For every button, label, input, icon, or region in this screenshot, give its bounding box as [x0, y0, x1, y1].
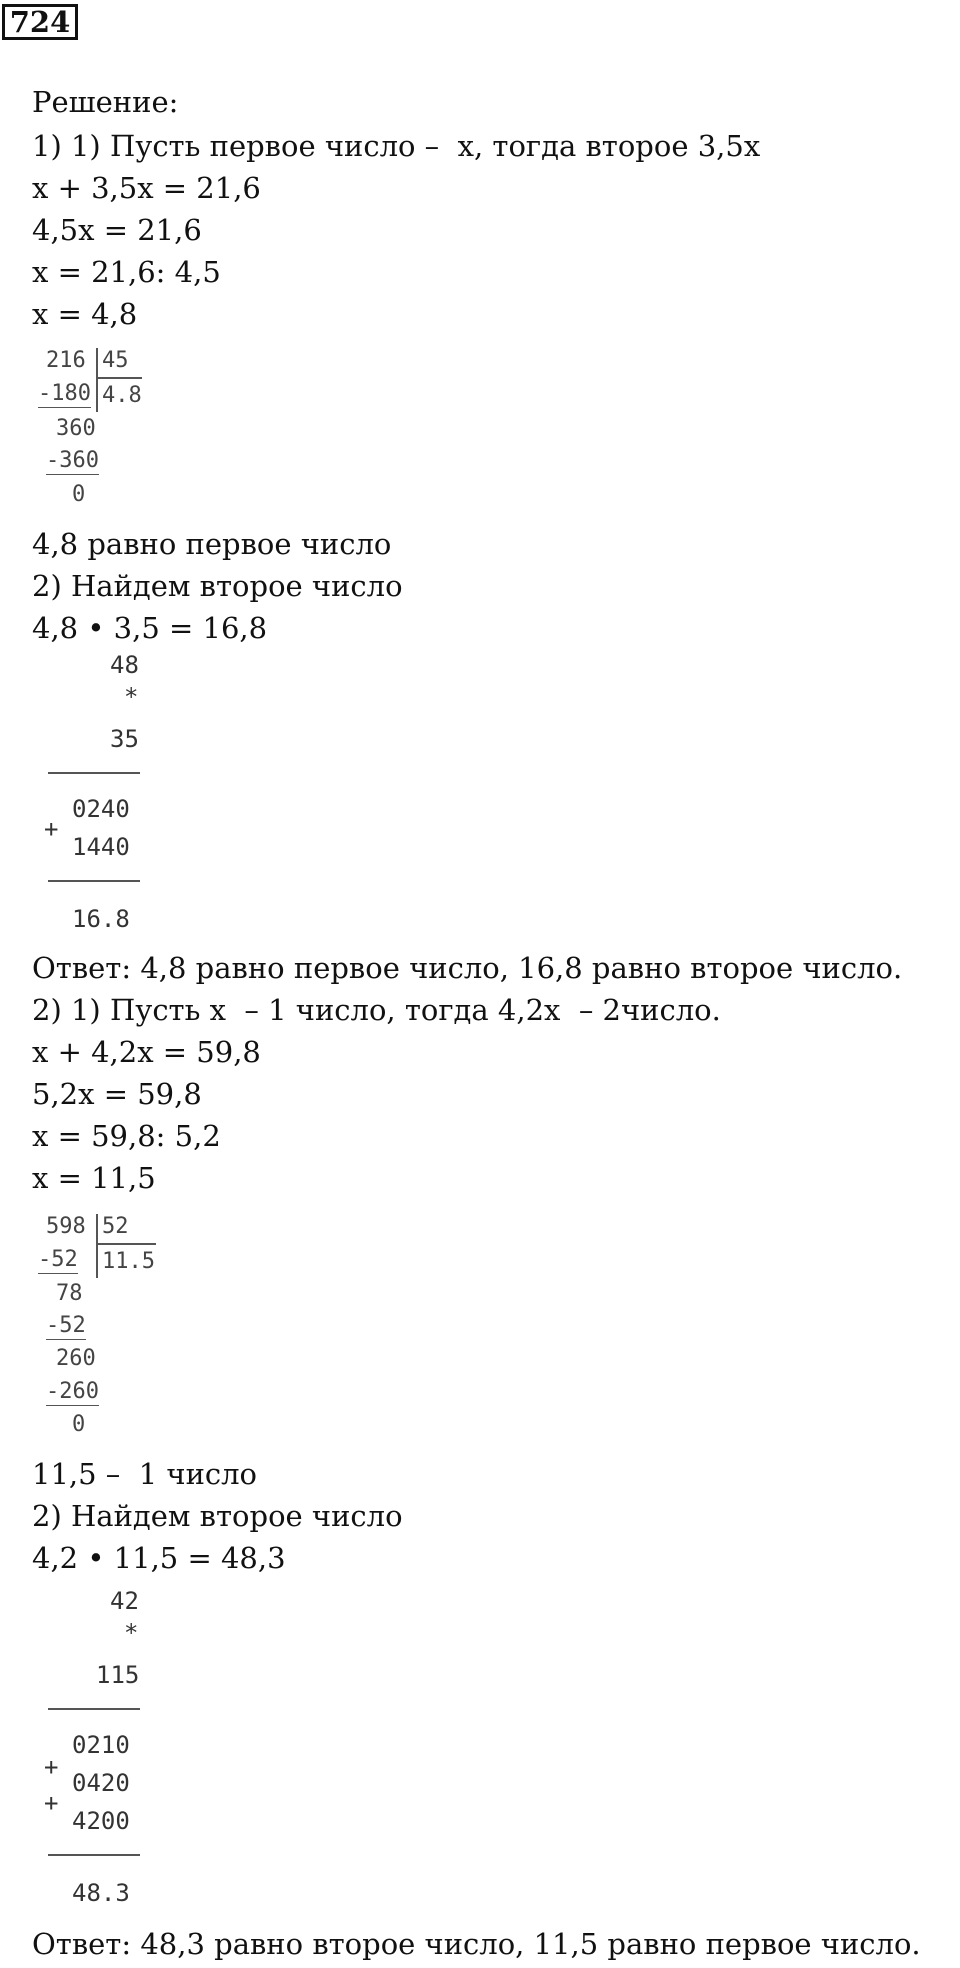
part2-step2-heading: 2) Найдем второе число [32, 1499, 403, 1533]
division2-horizontal-bar [96, 1243, 156, 1245]
part1-multiplication-equation: 4,8 • 3,5 = 16,8 [32, 611, 268, 645]
division1-subtract-1: -180 [38, 381, 91, 406]
division2-subtract-3: -260 [46, 1379, 99, 1404]
mult1-result: 16.8 [72, 905, 130, 933]
mult1-multiplier: 35 [110, 725, 139, 753]
mult1-line-1 [48, 772, 140, 774]
mult1-line-2 [48, 880, 140, 882]
part2-answer: Ответ: 48,3 равно второе число, 11,5 равно первое число. [32, 1927, 921, 1961]
mult2-result: 48.3 [72, 1879, 130, 1907]
mult2-partial-2: 0420 [72, 1769, 130, 1797]
mult2-plus-sign-1: + [44, 1753, 59, 1781]
mult2-multiplier: 115 [96, 1661, 140, 1689]
mult1-partial-2: 1440 [72, 833, 130, 861]
part1-step2-heading: 2) Найдем второе число [32, 569, 403, 603]
division2-subtract-1: -52 [38, 1247, 78, 1272]
division1-quotient: 4.8 [102, 383, 142, 408]
mult2-multiplicand: 42 [110, 1587, 139, 1615]
division2-subtract-2: -52 [46, 1313, 86, 1338]
division2-remainder-3: 0 [72, 1412, 86, 1437]
part1-first-number-text: 4,8 равно первое число [32, 527, 392, 561]
part1-answer: Ответ: 4,8 равно первое число, 16,8 равно второе число. [32, 951, 903, 985]
mult1-partial-1: 0240 [72, 795, 130, 823]
part1-step1-setup: 1) 1) Пусть первое число – x, тогда второе 3,5x [32, 129, 761, 163]
mult2-line-2 [48, 1854, 140, 1856]
mult2-operator: * [124, 1619, 139, 1647]
mult2-line-1 [48, 1708, 140, 1710]
mult1-multiplicand: 48 [110, 651, 139, 679]
division2-remainder-1: 78 [56, 1281, 83, 1306]
part2-first-number-text: 11,5 – 1 число [32, 1457, 258, 1491]
mult1-operator: * [124, 683, 139, 711]
division1-dividend: 216 [46, 348, 86, 373]
part1-equation-simplified: 4,5x = 21,6 [32, 213, 202, 247]
mult2-partial-1: 0210 [72, 1731, 130, 1759]
division1-horizontal-bar [96, 377, 142, 379]
part1-equation-result: x = 4,8 [32, 297, 138, 331]
mult2-partial-3: 4200 [72, 1807, 130, 1835]
part2-equation: x + 4,2x = 59,8 [32, 1035, 261, 1069]
division2-vertical-bar [96, 1214, 98, 1278]
part2-equation-divide: x = 59,8: 5,2 [32, 1119, 221, 1153]
division1-remainder-1: 360 [56, 416, 96, 441]
division2-quotient: 11.5 [102, 1249, 155, 1274]
part2-step1-setup: 2) 1) Пусть x – 1 число, тогда 4,2x – 2число. [32, 993, 721, 1027]
mult2-plus-sign-2: + [44, 1789, 59, 1817]
division2-dividend: 598 [46, 1214, 86, 1239]
division1-subtract-2: -360 [46, 448, 99, 473]
division1-divisor: 45 [102, 348, 129, 373]
division1-remainder-2: 0 [72, 482, 86, 507]
part1-equation-divide: x = 21,6: 4,5 [32, 255, 221, 289]
mult1-plus-sign: + [44, 815, 59, 843]
task-number-box [2, 4, 78, 40]
part2-multiplication-equation: 4,2 • 11,5 = 48,3 [32, 1541, 286, 1575]
part2-equation-result: x = 11,5 [32, 1161, 156, 1195]
division2-remainder-2: 260 [56, 1346, 96, 1371]
part2-equation-simplified: 5,2x = 59,8 [32, 1077, 202, 1111]
solution-heading: Решение: [32, 85, 179, 119]
part1-equation: x + 3,5x = 21,6 [32, 171, 261, 205]
division1-vertical-bar [96, 348, 98, 412]
division2-divisor: 52 [102, 1214, 129, 1239]
task-number: 724 [9, 5, 71, 39]
